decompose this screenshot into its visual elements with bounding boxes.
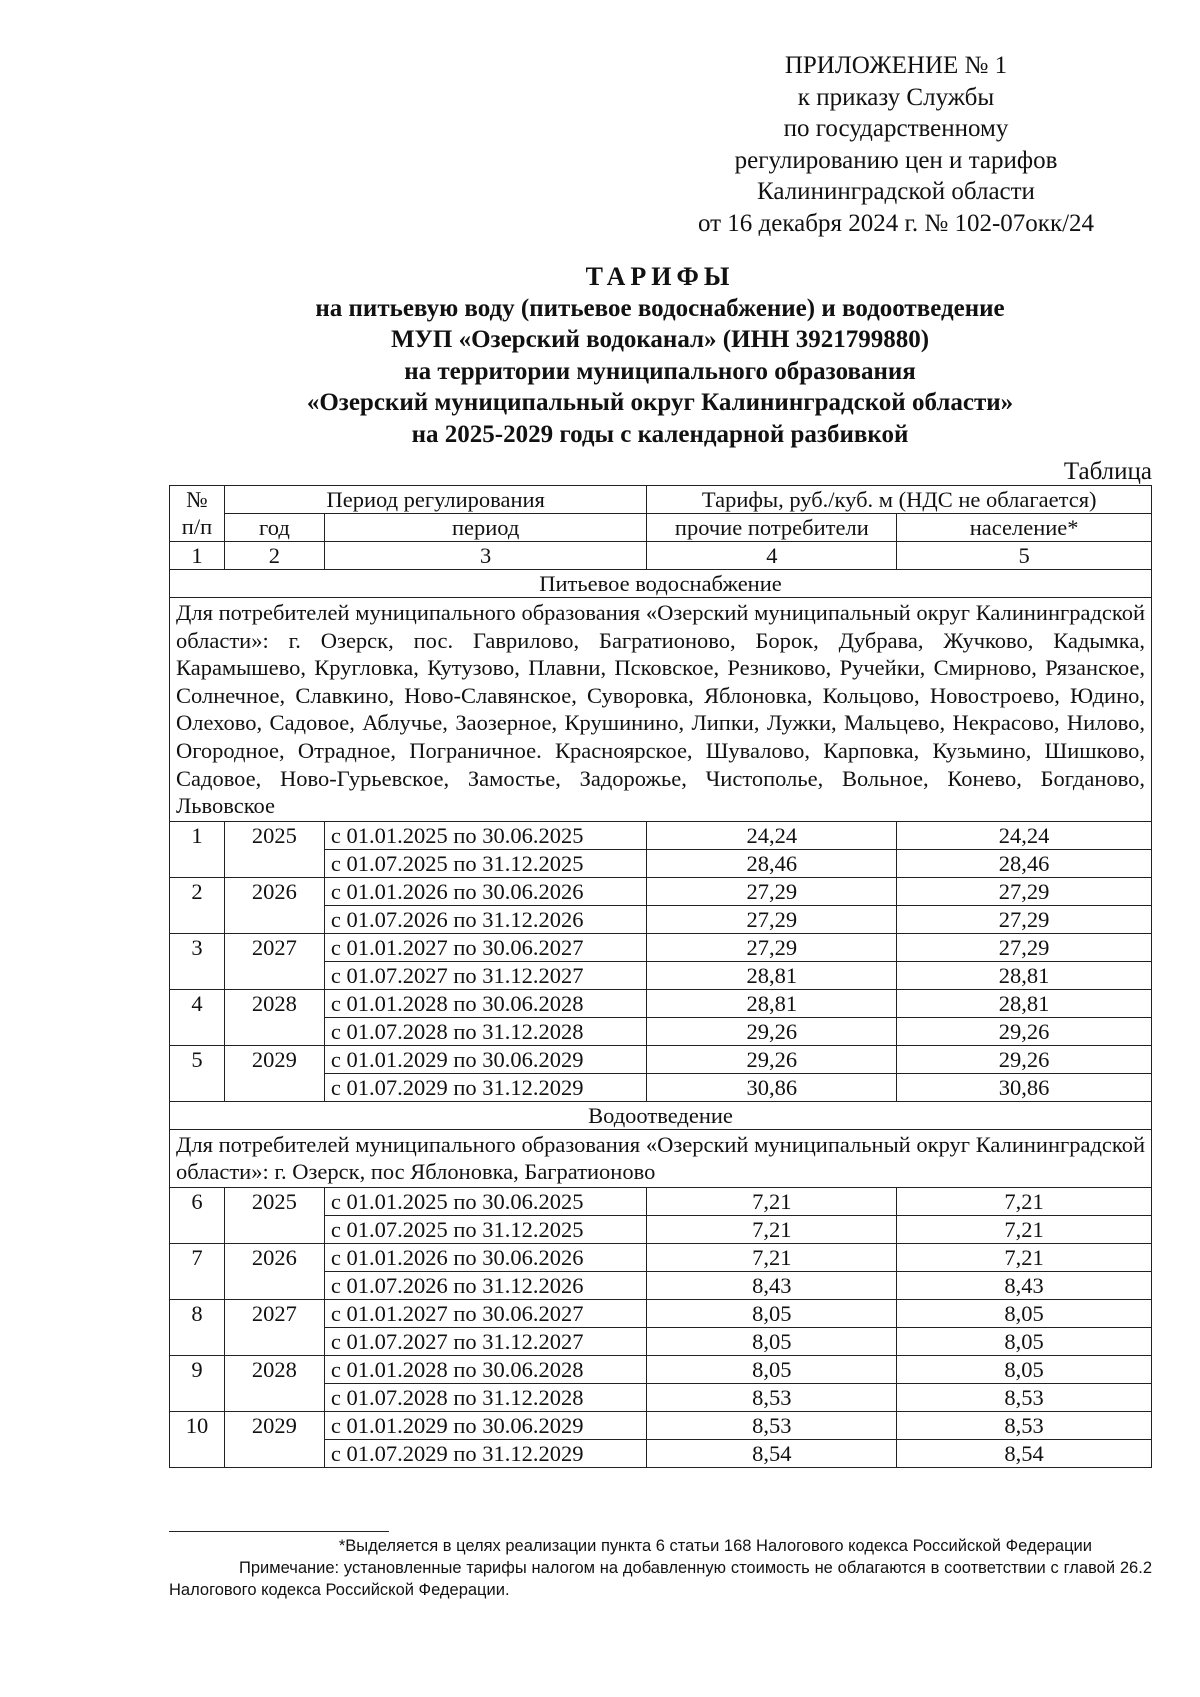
tariff-row: [170, 1299, 1152, 1327]
document-title: [120, 261, 1200, 450]
section-title: Питьевое водоснабжение: [170, 570, 1152, 598]
section-description: Для потребителей муниципального образования «Озерский муниципальный округ Калининградской области»: г. Озерск, пос. Гаврилово, Багратионово, Борок, Дубрава, Жучково, Кадымка, Карамышево, Кругловка, Кутузово, Плавни, Псковское, Резниково, Ручейки, Смирново, Рязанское, Солнечное, Славкино, Ново-Славянское, Суворовка, Яблоновка, Кольцово, Новостроево, Юдино, Олехово, Садовое, Аблучье, Заозерное, Крушинино, Липки, Лужки, Мальцево, Некрасово, Нилово, Огородное, Отрадное, Пограничное. Красноярское, Шувалово, Карповка, Кузьмино, Шишково, Садовое, Ново-Гурьевское, Замостье, Задорожье, Чистополье, Вольное, Конево, Богданово, Львовское: [170, 598, 1152, 822]
row-period: с 01.01.2029 по 30.06.2029: [324, 1411, 647, 1439]
row-year: 2028: [224, 1355, 324, 1383]
tariff-population: 24,24: [897, 821, 1152, 849]
column-number: 5: [897, 542, 1152, 570]
row-number: 5: [170, 1045, 225, 1073]
row-year: 2026: [224, 877, 324, 905]
footnote-note: Примечание: установленные тарифы налогом на добавленную стоимость не облагаются в соответствии с главой 26.2 Налогового кодекса Российской Федерации.: [169, 1559, 1152, 1599]
row-number-empty: [170, 961, 225, 989]
table-label: Таблица: [1063, 458, 1152, 485]
row-period: с 01.07.2028 по 31.12.2028: [324, 1017, 647, 1045]
row-year: 2025: [224, 1187, 324, 1215]
row-number: 3: [170, 933, 225, 961]
row-year: 2027: [224, 933, 324, 961]
row-year-empty: [224, 1439, 324, 1467]
tariff-other: 28,46: [647, 849, 897, 877]
tariff-other: 7,21: [647, 1243, 897, 1271]
tariff-row: [170, 1355, 1152, 1383]
section-title: Водоотведение: [170, 1101, 1152, 1129]
row-year: 2029: [224, 1045, 324, 1073]
section-title-row: [170, 570, 1152, 598]
tariff-population: 29,26: [897, 1017, 1152, 1045]
row-period: с 01.07.2025 по 31.12.2025: [324, 1215, 647, 1243]
header-row: [170, 514, 1152, 542]
tariff-other: 8,05: [647, 1327, 897, 1355]
tariff-other: 7,21: [647, 1187, 897, 1215]
footnotes: [169, 1535, 1152, 1601]
tariff-row: [170, 1215, 1152, 1243]
row-period: с 01.01.2028 по 30.06.2028: [324, 1355, 647, 1383]
tariff-row: [170, 1411, 1152, 1439]
row-period: с 01.01.2025 по 30.06.2025: [324, 821, 647, 849]
row-period: с 01.01.2029 по 30.06.2029: [324, 1045, 647, 1073]
row-year-empty: [224, 849, 324, 877]
tariff-other: 8,53: [647, 1411, 897, 1439]
title-line: «Озерский муниципальный округ Калининградской области»: [306, 389, 1014, 416]
row-period: с 01.01.2025 по 30.06.2025: [324, 1187, 647, 1215]
header-period: период: [324, 514, 647, 542]
tariff-row: [170, 1327, 1152, 1355]
tariff-population: 28,81: [897, 989, 1152, 1017]
row-number: 1: [170, 821, 225, 849]
tariff-other: 8,05: [647, 1299, 897, 1327]
tariff-population: 7,21: [897, 1187, 1152, 1215]
tariff-row: [170, 1045, 1152, 1073]
tariff-row: [170, 1383, 1152, 1411]
header-population: население*: [897, 514, 1152, 542]
column-number: 3: [324, 542, 647, 570]
column-number: 4: [647, 542, 897, 570]
title-line: на территории муниципального образования: [404, 357, 916, 385]
tariff-row: [170, 1073, 1152, 1101]
tariff-row: [170, 877, 1152, 905]
tariff-population: 28,46: [897, 849, 1152, 877]
row-period: с 01.07.2025 по 31.12.2025: [324, 849, 647, 877]
footnote-separator: [169, 1531, 389, 1532]
tariff-row: [170, 961, 1152, 989]
tariff-row: [170, 1187, 1152, 1215]
row-number-empty: [170, 1383, 225, 1411]
row-number: 2: [170, 877, 225, 905]
tariff-population: 27,29: [897, 877, 1152, 905]
header-period-group: Период регулирования: [224, 486, 647, 514]
tariff-population: 8,53: [897, 1383, 1152, 1411]
tariff-other: 30,86: [647, 1073, 897, 1101]
row-number-empty: [170, 1327, 225, 1355]
section-description: Для потребителей муниципального образования «Озерский муниципальный округ Калининградской области»: г. Озерск, пос Яблоновка, Багратионово: [170, 1129, 1152, 1187]
header-row: [170, 486, 1152, 514]
row-period: с 01.07.2027 по 31.12.2027: [324, 1327, 647, 1355]
column-number: 1: [170, 542, 225, 570]
tariff-row: [170, 821, 1152, 849]
row-period: с 01.07.2029 по 31.12.2029: [324, 1439, 647, 1467]
tariff-other: 8,53: [647, 1383, 897, 1411]
tariff-row: [170, 1271, 1152, 1299]
row-period: с 01.07.2026 по 31.12.2026: [324, 1271, 647, 1299]
row-year-empty: [224, 905, 324, 933]
row-number: 9: [170, 1355, 225, 1383]
row-number: 6: [170, 1187, 225, 1215]
row-number-empty: [170, 1215, 225, 1243]
appendix-header: [600, 50, 1192, 239]
tariff-population: 30,86: [897, 1073, 1152, 1101]
tariff-other: 8,54: [647, 1439, 897, 1467]
column-number: 2: [224, 542, 324, 570]
row-year-empty: [224, 1271, 324, 1299]
tariff-row: [170, 905, 1152, 933]
tariff-population: 7,21: [897, 1215, 1152, 1243]
row-period: с 01.01.2026 по 30.06.2026: [324, 877, 647, 905]
tariff-population: 27,29: [897, 905, 1152, 933]
tariff-other: 28,81: [647, 961, 897, 989]
tariff-population: 29,26: [897, 1045, 1152, 1073]
row-year-empty: [224, 1327, 324, 1355]
tariff-other: 7,21: [647, 1215, 897, 1243]
row-period: с 01.01.2028 по 30.06.2028: [324, 989, 647, 1017]
header-other-consumers: прочие потребители: [647, 514, 897, 542]
row-number: 4: [170, 989, 225, 1017]
tariff-other: 28,81: [647, 989, 897, 1017]
row-number-empty: [170, 1017, 225, 1045]
row-period: с 01.07.2029 по 31.12.2029: [324, 1073, 647, 1101]
appendix-order-ref: от 16 декабря 2024 г. № 102-07окк/24: [697, 209, 1095, 237]
tariff-other: 8,43: [647, 1271, 897, 1299]
tariff-population: 8,05: [897, 1355, 1152, 1383]
tariff-population: 8,05: [897, 1299, 1152, 1327]
row-number-empty: [170, 1073, 225, 1101]
row-year: 2025: [224, 821, 324, 849]
tariff-row: [170, 849, 1152, 877]
tariff-other: 29,26: [647, 1045, 897, 1073]
tariff-row: [170, 933, 1152, 961]
row-number: 7: [170, 1243, 225, 1271]
row-number-empty: [170, 905, 225, 933]
row-year-empty: [224, 961, 324, 989]
tariff-population: 27,29: [897, 933, 1152, 961]
title-line: на питьевую воду (питьевое водоснабжение) и водоотведение: [315, 294, 1005, 322]
header-tariff-group: Тарифы, руб./куб. м (НДС не облагается): [647, 486, 1152, 514]
section-description-row: [170, 598, 1152, 822]
row-number-empty: [170, 849, 225, 877]
column-numbers-row: [170, 542, 1152, 570]
appendix-title: ПРИЛОЖЕНИЕ № 1: [784, 52, 1008, 79]
footnote-vat: *Выделяется в целях реализации пункта 6 статьи 168 Налогового кодекса Российской Федерации: [338, 1537, 1092, 1555]
header-year: год: [224, 514, 324, 542]
title-line: на 2025-2029 годы с календарной разбивкой: [411, 420, 909, 448]
row-period: с 01.07.2028 по 31.12.2028: [324, 1383, 647, 1411]
tariff-population: 8,43: [897, 1271, 1152, 1299]
row-year-empty: [224, 1215, 324, 1243]
row-period: с 01.01.2027 по 30.06.2027: [324, 933, 647, 961]
tariff-row: [170, 1243, 1152, 1271]
tariff-other: 8,05: [647, 1355, 897, 1383]
tariff-other: 27,29: [647, 877, 897, 905]
tariff-population: 28,81: [897, 961, 1152, 989]
row-year: 2029: [224, 1411, 324, 1439]
appendix-line: Калининградской области: [757, 178, 1035, 205]
row-year: 2027: [224, 1299, 324, 1327]
row-period: с 01.07.2026 по 31.12.2026: [324, 905, 647, 933]
tariff-population: 8,54: [897, 1439, 1152, 1467]
tariff-row: [170, 1017, 1152, 1045]
section-title-row: [170, 1101, 1152, 1129]
row-year-empty: [224, 1383, 324, 1411]
row-period: с 01.07.2027 по 31.12.2027: [324, 961, 647, 989]
tariff-table: [169, 485, 1152, 1468]
tariff-row: [170, 989, 1152, 1017]
row-number-empty: [170, 1439, 225, 1467]
appendix-line: к приказу Службы: [797, 83, 995, 111]
appendix-line: по государственному: [783, 115, 1009, 142]
row-period: с 01.01.2027 по 30.06.2027: [324, 1299, 647, 1327]
tariff-population: 8,05: [897, 1327, 1152, 1355]
title-line: МУП «Озерский водоканал» (ИНН 3921799880): [390, 326, 930, 353]
tariff-row: [170, 1439, 1152, 1467]
section-description-row: [170, 1129, 1152, 1187]
row-year: 2026: [224, 1243, 324, 1271]
tariff-other: 27,29: [647, 905, 897, 933]
title-main: ТАРИФЫ: [585, 262, 735, 291]
tariff-table-body: [170, 486, 1152, 1468]
row-period: с 01.01.2026 по 30.06.2026: [324, 1243, 647, 1271]
appendix-line: регулированию цен и тарифов: [734, 146, 1058, 174]
tariff-population: 7,21: [897, 1243, 1152, 1271]
row-number: 10: [170, 1411, 225, 1439]
tariff-other: 24,24: [647, 821, 897, 849]
tariff-other: 27,29: [647, 933, 897, 961]
tariff-other: 29,26: [647, 1017, 897, 1045]
row-number-empty: [170, 1271, 225, 1299]
header-num: № п/п: [170, 486, 225, 542]
row-year-empty: [224, 1017, 324, 1045]
row-number: 8: [170, 1299, 225, 1327]
row-year-empty: [224, 1073, 324, 1101]
row-year: 2028: [224, 989, 324, 1017]
tariff-population: 8,53: [897, 1411, 1152, 1439]
